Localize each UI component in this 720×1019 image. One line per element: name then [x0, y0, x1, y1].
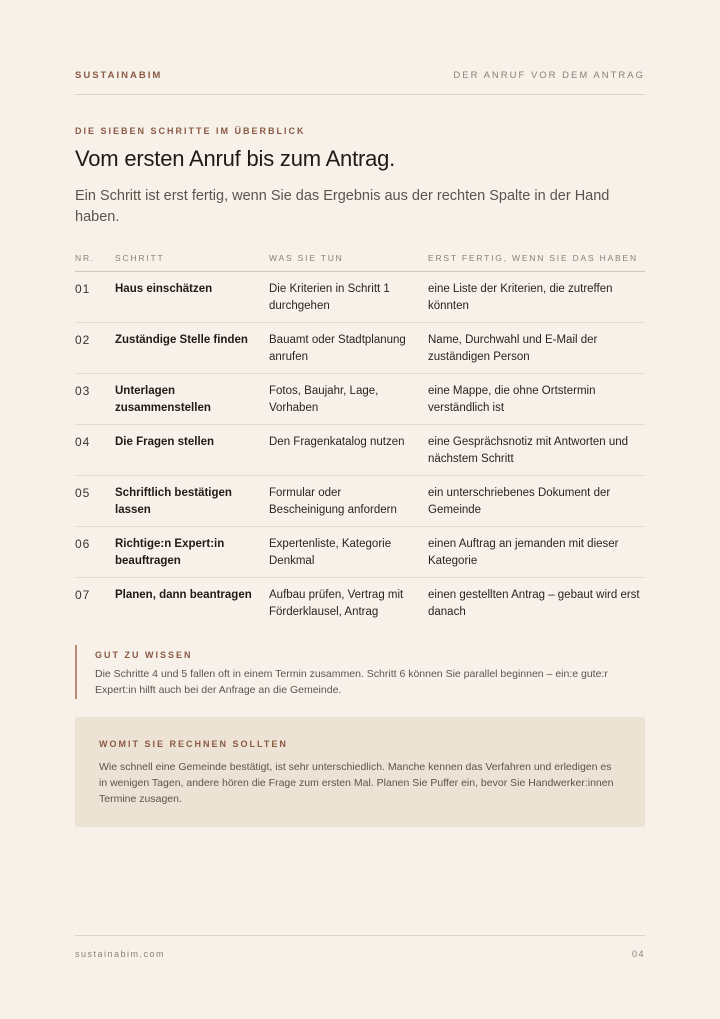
step-done-criterion: Name, Durchwahl und E-Mail der zuständigen Person — [428, 334, 598, 363]
page-footer — [75, 935, 645, 959]
step-number: 03 — [75, 384, 91, 398]
lead-paragraph: Ein Schritt ist erst fertig, wenn Sie das Ergebnis aus der rechten Spalte in der Hand haben. — [75, 188, 610, 225]
step-number: 07 — [75, 588, 91, 602]
step-number: 04 — [75, 435, 91, 449]
table-row — [75, 374, 645, 425]
section-title: DER ANRUF VOR DEM ANTRAG — [453, 70, 645, 81]
step-number: 01 — [75, 282, 91, 296]
section-eyebrow: DIE SIEBEN SCHRITTE IM ÜBERBLICK — [75, 126, 306, 136]
column-header-action: WAS SIE TUN — [269, 253, 344, 263]
step-action: Die Kriterien in Schritt 1 durchgehen — [269, 283, 390, 312]
column-header-done: ERST FERTIG, WENN SIE DAS HABEN — [428, 253, 638, 263]
table-row — [75, 323, 645, 374]
tip-callout — [75, 645, 655, 699]
step-action: Bauamt oder Stadtplanung anrufen — [269, 334, 406, 363]
steps-table — [75, 247, 645, 628]
column-header-step: SCHRITT — [115, 253, 165, 263]
table-row — [75, 272, 645, 323]
table-row — [75, 425, 645, 476]
step-name: Planen, dann beantragen — [115, 589, 252, 601]
step-number: 02 — [75, 333, 91, 347]
step-action: Fotos, Baujahr, Lage, Vorhaben — [269, 385, 379, 414]
table-row — [75, 476, 645, 527]
expectation-label: WOMIT SIE RECHNEN SOLLTEN — [99, 739, 288, 749]
step-done-criterion: ein unterschriebenes Dokument der Gemeinde — [428, 487, 611, 516]
page-header — [75, 70, 645, 95]
tip-text: Die Schritte 4 und 5 fallen oft in einem Termin zusammen. Schritt 6 können Sie parallel beginnen – ein:e gute:r Expert:in hilft auch bei der Anfrage an die Gemeinde. — [95, 668, 608, 696]
step-action: Aufbau prüfen, Vertrag mit Förderklausel, Antrag — [269, 589, 404, 618]
footer-website: sustainabim.com — [75, 949, 166, 959]
step-name: Richtige:n Expert:in beauftragen — [115, 538, 225, 567]
table-header — [75, 247, 645, 272]
tip-label: GUT ZU WISSEN — [95, 650, 193, 660]
page-title: Vom ersten Anruf bis zum Antrag. — [75, 146, 396, 171]
step-done-criterion: eine Gesprächsnotiz mit Antworten und nächstem Schritt — [428, 436, 629, 465]
step-action: Formular oder Bescheinigung anfordern — [269, 487, 397, 516]
step-done-criterion: eine Liste der Kriterien, die zutreffen könnten — [428, 283, 613, 312]
column-header-nr: NR. — [75, 253, 96, 263]
step-done-criterion: eine Mappe, die ohne Ortstermin verständlich ist — [428, 385, 596, 414]
step-done-criterion: einen gestellten Antrag – gebaut wird erst danach — [428, 589, 640, 618]
step-number: 06 — [75, 537, 91, 551]
expectation-text: Wie schnell eine Gemeinde bestätigt, ist sehr unterschiedlich. Manche kennen das Verfahren und erledigen es in wenigen Tagen, andere hören die Frage zum ersten Mal. Planen Sie Puffer ein, bevor Sie Handwerker:innen Termine zusagen. — [99, 761, 614, 805]
step-number: 05 — [75, 486, 91, 500]
step-name: Haus einschätzen — [115, 283, 213, 295]
step-done-criterion: einen Auftrag an jemanden mit dieser Kategorie — [428, 538, 619, 567]
brand-name: SUSTAINABIM — [75, 70, 163, 81]
step-name: Schriftlich bestätigen lassen — [115, 487, 232, 516]
step-name: Unterlagen zusammenstellen — [115, 385, 211, 414]
expectation-box — [75, 717, 645, 827]
step-action: Expertenliste, Kategorie Denkmal — [269, 538, 392, 567]
table-row — [75, 527, 645, 578]
page — [75, 0, 645, 1019]
step-name: Die Fragen stellen — [115, 436, 215, 448]
step-name: Zuständige Stelle finden — [115, 334, 248, 346]
step-action: Den Fragenkatalog nutzen — [269, 436, 405, 448]
table-row — [75, 578, 645, 628]
page-number: 04 — [631, 949, 645, 959]
